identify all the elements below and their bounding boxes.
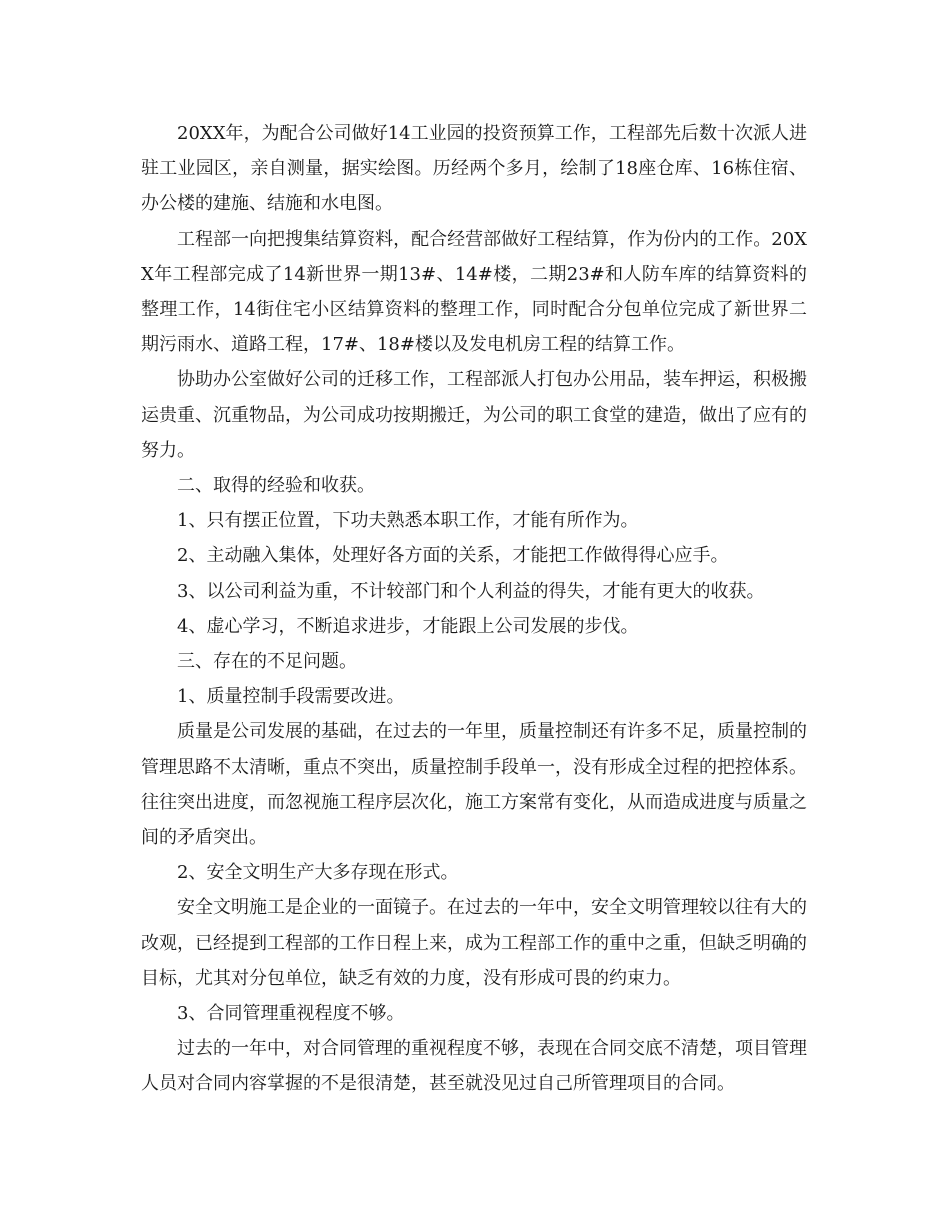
list-item-experience-4: 4、虚心学习，不断追求进步，才能跟上公司发展的步伐。 (177, 615, 639, 637)
paragraph-quality-control: 质量是公司发展的基础，在过去的一年里，质量控制还有许多不足，质量控制的管理思路不太清晰，重点不突出，质量控制手段单一，没有形成全过程的把控体系。往往突出进度，而忽视施工程序层次化，施工方案常有变化，从而造成进度与质量之间的矛盾突出。 (141, 721, 807, 849)
paragraph-contract: 过去的一年中，对合同管理的重视程度不够，表现在合同交底不清楚，项目管理人员对合同内容掌握的不是很清楚，甚至就没见过自己所管理项目的合同。 (141, 1038, 807, 1095)
list-item-experience-2: 2、主动融入集体，处理好各方面的关系，才能把工作做得得心应手。 (177, 545, 729, 567)
paragraph-1: 20XX年，为配合公司做好14工业园的投资预算工作，工程部先后数十次派人进驻工业园区，亲自测量，据实绘图。历经两个多月，绘制了18座仓库、16栋住宿、办公楼的建施、结施和水电图。 (141, 123, 807, 215)
list-item-experience-3: 3、以公司利益为重，不计较部门和个人利益的得失，才能有更大的收获。 (177, 580, 765, 602)
subheading-safety: 2、安全文明生产大多存现在形式。 (177, 862, 459, 884)
paragraph-3: 协助办公室做好公司的迁移工作，工程部派人打包办公用品，装车押运，积极搬运贵重、沉重物品，为公司成功按期搬迁，为公司的职工食堂的建造，做出了应有的努力。 (141, 369, 807, 461)
paragraph-safety: 安全文明施工是企业的一面镜子。在过去的一年中，安全文明管理较以往有大的改观，已经提到工程部的工作日程上来，成为工程部工作的重中之重，但缺乏明确的目标，尤其对分包单位，缺乏有效的力度，没有形成可畏的约束力。 (141, 897, 807, 989)
subheading-contract: 3、合同管理重视程度不够。 (177, 1003, 405, 1025)
subheading-quality-control: 1、质量控制手段需要改进。 (177, 686, 405, 708)
section-heading-experience: 二、取得的经验和收获。 (177, 475, 375, 497)
section-heading-problems: 三、存在的不足问题。 (177, 651, 357, 673)
paragraph-2: 工程部一向把搜集结算资料，配合经营部做好工程结算，作为份内的工作。20XX年工程部完成了14新世界一期13#、14#楼，二期23#和人防车库的结算资料的整理工作，14街住宅小区结算资料的整理工作，同时配合分包单位完成了新世界二期污雨水、道路工程，17#、18#楼以及发电机房工程的结算工作。 (141, 228, 807, 356)
list-item-experience-1: 1、只有摆正位置，下功夫熟悉本职工作，才能有所作为。 (177, 510, 639, 532)
document-body (141, 116, 807, 1102)
